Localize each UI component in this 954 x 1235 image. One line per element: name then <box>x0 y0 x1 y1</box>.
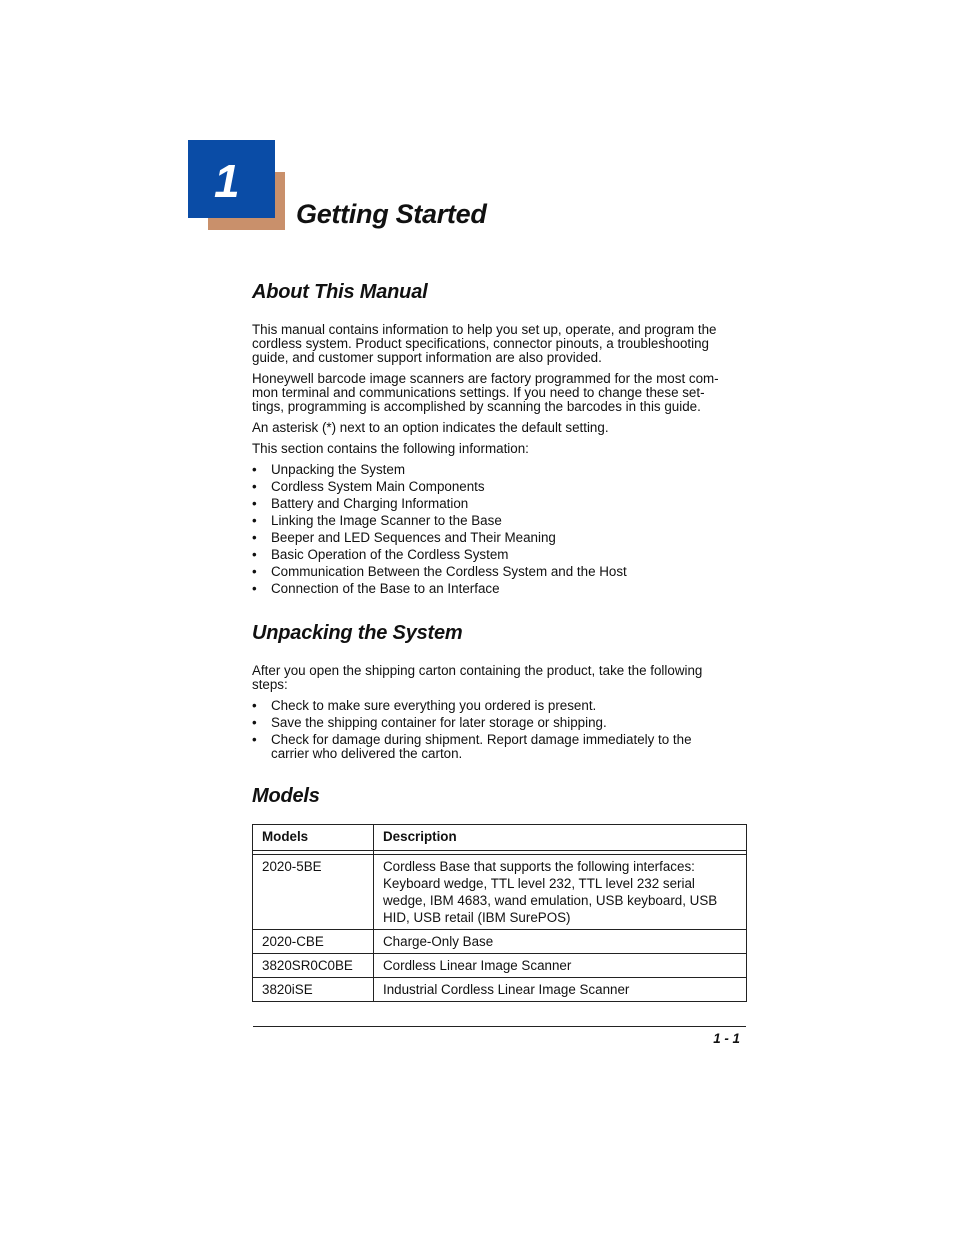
list-item: • Battery and Charging Information <box>252 496 469 511</box>
text-line: mon terminal and communications settings. If you need to change these set- <box>252 385 705 400</box>
model-cell: 2020-5BE <box>253 855 374 930</box>
table-row <box>253 930 747 954</box>
text-line: This manual contains information to help you set up, operate, and program the <box>252 322 717 337</box>
models-table <box>252 824 747 1002</box>
table-row <box>253 978 747 1002</box>
list-item: • Check for damage during shipment. Report damage immediately to the carrier who delivered the carton. <box>252 732 692 761</box>
page-number: 1 - 1 <box>713 1031 740 1046</box>
models-heading: Models <box>252 785 320 807</box>
text-line: steps: <box>252 677 288 692</box>
table-row <box>253 855 747 930</box>
chapter-title: Getting Started <box>296 199 487 229</box>
chapter-number: 1 <box>214 155 240 207</box>
text-line: Honeywell barcode image scanners are factory programmed for the most com- <box>252 371 719 386</box>
table-header-row <box>253 825 747 851</box>
text-line: cordless system. Product specifications, connector pinouts, a troubleshooting <box>252 336 710 351</box>
about-section <box>252 281 746 304</box>
list-item: • Beeper and LED Sequences and Their Meaning <box>252 530 556 545</box>
description-cell: Cordless Base that supports the following interfaces: Keyboard wedge, TTL level 232, TTL level 232 serial wedge, IBM 4683, wand emulation, USB keyboard, USB HID, USB retail (IBM SurePOS) <box>374 855 747 930</box>
badge-number-block <box>188 140 275 218</box>
footer-divider <box>253 1026 746 1027</box>
list-item: • Unpacking the System <box>252 462 405 477</box>
about-para-3: An asterisk (*) next to an option indicates the default setting. <box>252 420 609 435</box>
list-item: • Check to make sure everything you ordered is present. <box>252 698 597 713</box>
text-line: guide, and customer support information are also provided. <box>252 350 602 365</box>
list-item: • Cordless System Main Components <box>252 479 485 494</box>
about-heading: About This Manual <box>252 281 428 303</box>
about-para-4: This section contains the following information: <box>252 441 529 456</box>
about-para-1 <box>252 323 746 365</box>
unpacking-list <box>252 699 746 761</box>
list-item: • Save the shipping container for later storage or shipping. <box>252 715 607 730</box>
description-cell: Cordless Linear Image Scanner <box>374 954 747 978</box>
model-cell: 3820iSE <box>253 978 374 1002</box>
unpacking-heading: Unpacking the System <box>252 622 463 644</box>
text-line: tings, programming is accomplished by scanning the barcodes in this guide. <box>252 399 701 414</box>
description-cell: Industrial Cordless Linear Image Scanner <box>374 978 747 1002</box>
description-cell: Charge-Only Base <box>374 930 747 954</box>
unpacking-intro <box>252 664 746 692</box>
list-item: • Connection of the Base to an Interface <box>252 581 500 596</box>
text-line: After you open the shipping carton containing the product, take the following <box>252 663 703 678</box>
column-header-description: Description <box>374 825 747 851</box>
model-cell: 2020-CBE <box>253 930 374 954</box>
chapter-badge <box>188 140 288 232</box>
column-header-models: Models <box>253 825 374 851</box>
list-item: • Communication Between the Cordless System and the Host <box>252 564 627 579</box>
about-list <box>252 463 746 596</box>
table-row <box>253 954 747 978</box>
model-cell: 3820SR0C0BE <box>253 954 374 978</box>
list-item: • Basic Operation of the Cordless System <box>252 547 509 562</box>
about-para-2 <box>252 372 746 414</box>
list-item: • Linking the Image Scanner to the Base <box>252 513 502 528</box>
